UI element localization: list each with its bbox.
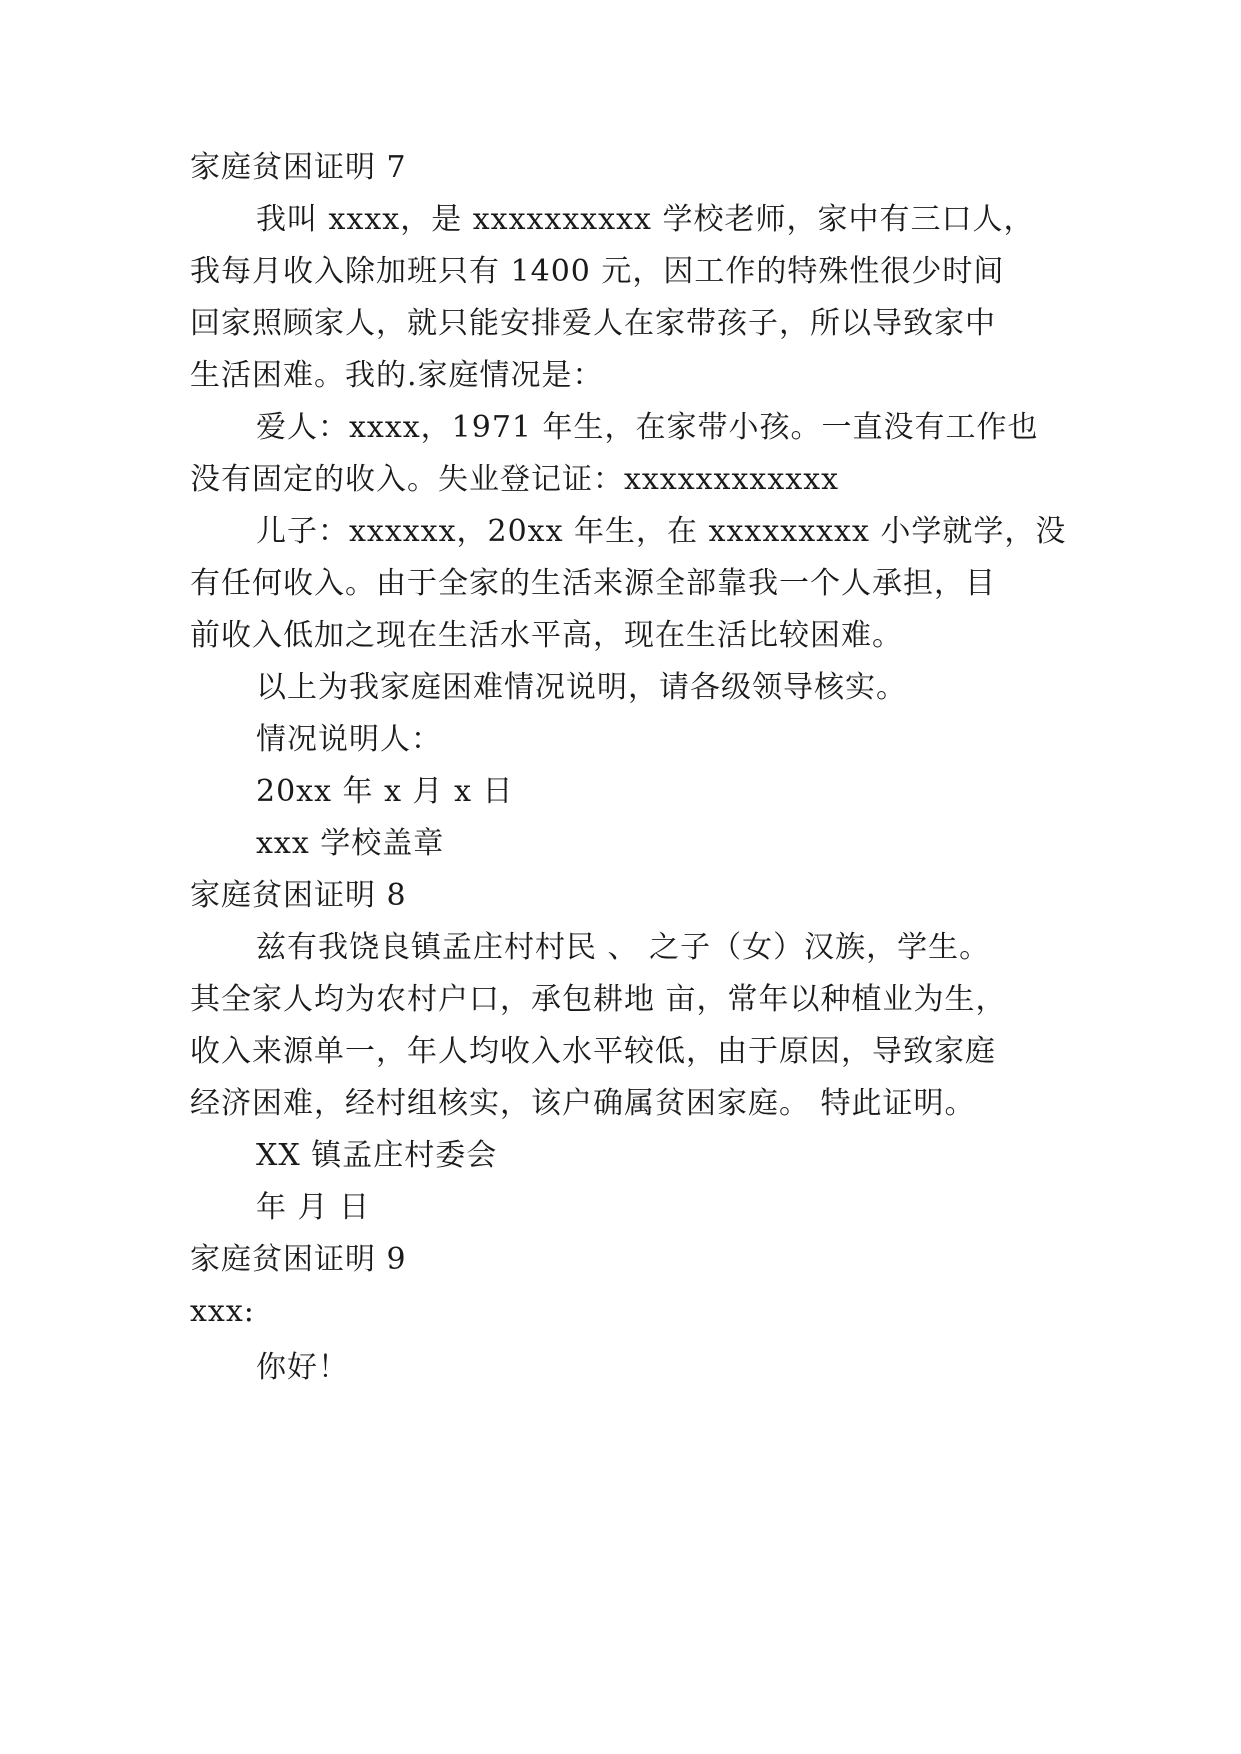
date-line: 20xx 年 x 月 x 日 xyxy=(256,774,514,809)
salutation-line: xxx: xyxy=(190,1294,255,1329)
committee-line: XX 镇孟庄村委会 xyxy=(256,1138,498,1173)
seal-line: xxx 学校盖章 xyxy=(256,826,445,861)
paragraph-line: 有任何收入。由于全家的生活来源全部靠我一个人承担，目 xyxy=(190,566,996,601)
section-heading-7: 家庭贫困证明 7 xyxy=(190,150,407,185)
section-heading-8: 家庭贫困证明 8 xyxy=(190,878,407,913)
signature-label: 情况说明人： xyxy=(256,722,442,757)
paragraph-line: 我叫 xxxx，是 xxxxxxxxxx 学校老师，家中有三口人， xyxy=(256,202,1035,237)
date-line: 年 月 日 xyxy=(256,1190,371,1225)
paragraph-line: 兹有我饶良镇孟庄村村民 、 之子（女）汉族，学生。 xyxy=(256,930,991,965)
paragraph-line: 收入来源单一，年人均收入水平较低，由于原因，导致家庭 xyxy=(190,1034,996,1069)
greeting-line: 你好！ xyxy=(256,1350,349,1385)
paragraph-line: 前收入低加之现在生活水平高，现在生活比较困难。 xyxy=(190,618,903,653)
paragraph-line: 以上为我家庭困难情况说明，请各级领导核实。 xyxy=(256,670,907,705)
paragraph-line: 其全家人均为农村户口，承包耕地 亩，常年以种植业为生， xyxy=(190,982,1007,1017)
paragraph-line: 儿子：xxxxxx，20xx 年生，在 xxxxxxxxx 小学就学，没 xyxy=(256,514,1067,549)
paragraph-line: 生活困难。我的.家庭情况是： xyxy=(190,358,604,393)
section-heading-9: 家庭贫困证明 9 xyxy=(190,1242,407,1277)
paragraph-line: 爱人：xxxx，1971 年生，在家带小孩。一直没有工作也 xyxy=(256,410,1039,445)
paragraph-line: 我每月收入除加班只有 1400 元，因工作的特殊性很少时间 xyxy=(190,254,1005,289)
paragraph-line: 经济困难，经村组核实，该户确属贫困家庭。 特此证明。 xyxy=(190,1086,976,1121)
paragraph-line: 回家照顾家人，就只能安排爱人在家带孩子，所以导致家中 xyxy=(190,306,996,341)
paragraph-line: 没有固定的收入。失业登记证：xxxxxxxxxxxx xyxy=(190,462,840,497)
